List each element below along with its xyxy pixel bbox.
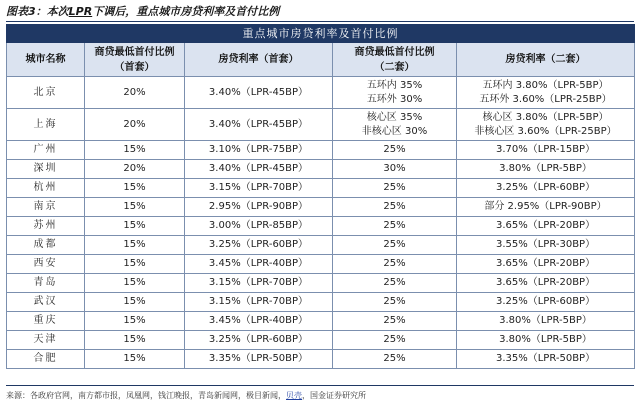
cell-rate-second xyxy=(457,236,635,255)
source-link[interactable]: 贝壳 xyxy=(286,391,302,400)
cell-downpayment-second-line: 五环内 35% xyxy=(366,79,423,91)
cell-rate-second xyxy=(457,141,635,160)
source-note xyxy=(6,390,366,401)
cell-city: 深圳 xyxy=(7,160,85,179)
cell-rate-first: 3.10%（LPR-75BP） xyxy=(185,141,333,160)
cell-rate-first: 2.95%（LPR-90BP） xyxy=(185,198,333,217)
bottom-rule xyxy=(6,385,634,386)
cell-rate-second xyxy=(457,274,635,293)
header-row xyxy=(7,43,635,77)
cell-rate-first: 3.40%（LPR-45BP） xyxy=(185,160,333,179)
table-title: 重点城市房贷利率及首付比例 xyxy=(7,25,635,43)
cell-rate-first: 3.15%（LPR-70BP） xyxy=(185,293,333,312)
col-header-rate-second: 房贷利率（二套） xyxy=(457,43,635,77)
cell-downpayment-second-line: 25% xyxy=(383,277,406,288)
cell-downpayment-second xyxy=(333,179,457,198)
cell-rate-second xyxy=(457,293,635,312)
cell-downpayment-first: 15% xyxy=(85,274,185,293)
table-row xyxy=(7,255,635,274)
table-row xyxy=(7,109,635,141)
cell-downpayment-second-line: 25% xyxy=(383,334,406,345)
cell-rate-first: 3.45%（LPR-40BP） xyxy=(185,255,333,274)
table-row xyxy=(7,198,635,217)
table-row xyxy=(7,236,635,255)
cell-rate-second-line: 3.65%（LPR-20BP） xyxy=(495,220,596,231)
cell-downpayment-first: 20% xyxy=(85,109,185,141)
cell-rate-second-line: 3.25%（LPR-60BP） xyxy=(495,296,596,307)
caption-prefix: 图表3：本次 xyxy=(6,5,69,18)
cell-city: 北京 xyxy=(7,77,85,109)
cell-downpayment-second-line: 25% xyxy=(383,182,406,193)
cell-downpayment-second xyxy=(333,350,457,369)
cell-downpayment-first: 15% xyxy=(85,293,185,312)
cell-rate-first: 3.40%（LPR-45BP） xyxy=(185,77,333,109)
cell-rate-second-line: 非核心区 3.60%（LPR-25BP） xyxy=(474,125,617,137)
cell-downpayment-second xyxy=(333,109,457,141)
cell-rate-second xyxy=(457,255,635,274)
cell-rate-first: 3.40%（LPR-45BP） xyxy=(185,109,333,141)
cell-city: 上海 xyxy=(7,109,85,141)
table-row xyxy=(7,350,635,369)
table-row xyxy=(7,331,635,350)
col-header-rate-first: 房贷利率（首套） xyxy=(185,43,333,77)
top-rule xyxy=(6,21,634,22)
cell-downpayment-first: 15% xyxy=(85,141,185,160)
cell-downpayment-second-line: 25% xyxy=(383,315,406,326)
cell-rate-second xyxy=(457,312,635,331)
cell-rate-first: 3.15%（LPR-70BP） xyxy=(185,179,333,198)
cell-city: 广州 xyxy=(7,141,85,160)
cell-downpayment-first: 20% xyxy=(85,160,185,179)
cell-rate-second-line: 核心区 3.80%（LPR-5BP） xyxy=(482,111,609,123)
cell-rate-second xyxy=(457,179,635,198)
cell-rate-second xyxy=(457,109,635,141)
cell-rate-second-line: 3.65%（LPR-20BP） xyxy=(495,277,596,288)
cell-rate-second xyxy=(457,217,635,236)
cell-rate-second xyxy=(457,350,635,369)
table-row xyxy=(7,77,635,109)
cell-city: 武汉 xyxy=(7,293,85,312)
cell-rate-second xyxy=(457,331,635,350)
col-header-city: 城市名称 xyxy=(7,43,85,77)
cell-downpayment-second-line: 30% xyxy=(383,163,406,174)
cell-rate-first: 3.35%（LPR-50BP） xyxy=(185,350,333,369)
cell-downpayment-first: 15% xyxy=(85,350,185,369)
cell-downpayment-first: 15% xyxy=(85,198,185,217)
cell-downpayment-second-line: 非核心区 30% xyxy=(361,125,428,137)
col-header-downpayment-first: 商贷最低首付比例 （首套） xyxy=(85,43,185,77)
table-body xyxy=(7,77,635,369)
cell-rate-first: 3.25%（LPR-60BP） xyxy=(185,331,333,350)
cell-rate-second-line: 3.70%（LPR-15BP） xyxy=(495,144,596,155)
cell-rate-first: 3.45%（LPR-40BP） xyxy=(185,312,333,331)
figure-caption xyxy=(6,3,279,19)
table-row xyxy=(7,160,635,179)
cell-rate-second xyxy=(457,160,635,179)
cell-city: 杭州 xyxy=(7,179,85,198)
cell-downpayment-second-line: 核心区 35% xyxy=(366,111,423,123)
cell-downpayment-second xyxy=(333,331,457,350)
cell-downpayment-first: 15% xyxy=(85,331,185,350)
cell-downpayment-second xyxy=(333,236,457,255)
cell-downpayment-first: 20% xyxy=(85,77,185,109)
cell-downpayment-second xyxy=(333,141,457,160)
col-header-downpayment-second: 商贷最低首付比例 （二套） xyxy=(333,43,457,77)
cell-downpayment-second xyxy=(333,160,457,179)
cell-downpayment-second-line: 五环外 30% xyxy=(366,93,423,105)
cell-city: 天津 xyxy=(7,331,85,350)
table-row xyxy=(7,141,635,160)
cell-downpayment-second xyxy=(333,198,457,217)
cell-downpayment-first: 15% xyxy=(85,179,185,198)
cell-rate-second-line: 部分 2.95%（LPR-90BP） xyxy=(484,201,607,212)
cell-downpayment-first: 15% xyxy=(85,236,185,255)
cell-city: 成都 xyxy=(7,236,85,255)
cell-rate-second-line: 五环外 3.60%（LPR-25BP） xyxy=(479,93,612,105)
cell-city: 南京 xyxy=(7,198,85,217)
cell-downpayment-first: 15% xyxy=(85,217,185,236)
cell-downpayment-second xyxy=(333,312,457,331)
cell-rate-first: 3.00%（LPR-85BP） xyxy=(185,217,333,236)
cell-rate-first: 3.15%（LPR-70BP） xyxy=(185,274,333,293)
cell-city: 合肥 xyxy=(7,350,85,369)
cell-rate-first: 3.25%（LPR-60BP） xyxy=(185,236,333,255)
cell-downpayment-second-line: 25% xyxy=(383,239,406,250)
cell-rate-second-line: 3.55%（LPR-30BP） xyxy=(495,239,596,250)
cell-downpayment-second-line: 25% xyxy=(383,258,406,269)
cell-rate-second-line: 3.80%（LPR-5BP） xyxy=(499,334,592,345)
source-end: ，国金证券研究所 xyxy=(302,391,366,400)
cell-downpayment-second xyxy=(333,274,457,293)
cell-rate-second-line: 3.65%（LPR-20BP） xyxy=(495,258,596,269)
cell-downpayment-second-line: 25% xyxy=(383,353,406,364)
cell-city: 苏州 xyxy=(7,217,85,236)
table-row xyxy=(7,312,635,331)
cell-city: 重庆 xyxy=(7,312,85,331)
cell-downpayment-second xyxy=(333,217,457,236)
source-text: 来源：各政府官网，南方都市报，凤凰网，钱江晚报，青岛新闻网，极目新闻， xyxy=(6,391,286,400)
cell-downpayment-second-line: 25% xyxy=(383,296,406,307)
table-row xyxy=(7,179,635,198)
cell-city: 青岛 xyxy=(7,274,85,293)
caption-suffix: 下调后，重点城市房贷利率及首付比例 xyxy=(92,5,280,18)
table-row xyxy=(7,274,635,293)
cell-downpayment-second xyxy=(333,293,457,312)
cell-rate-second-line: 3.80%（LPR-5BP） xyxy=(499,163,592,174)
cell-rate-second xyxy=(457,77,635,109)
cell-downpayment-first: 15% xyxy=(85,312,185,331)
cell-rate-second-line: 3.35%（LPR-50BP） xyxy=(495,353,596,364)
cell-downpayment-second-line: 25% xyxy=(383,220,406,231)
caption-lpr: LPR xyxy=(68,5,93,18)
cell-rate-second-line: 五环内 3.80%（LPR-5BP） xyxy=(482,79,609,91)
rates-table xyxy=(6,24,635,369)
cell-city: 西安 xyxy=(7,255,85,274)
cell-rate-second-line: 3.25%（LPR-60BP） xyxy=(495,182,596,193)
table-row xyxy=(7,293,635,312)
cell-rate-second-line: 3.80%（LPR-5BP） xyxy=(499,315,592,326)
cell-downpayment-second-line: 25% xyxy=(383,144,406,155)
cell-rate-second xyxy=(457,198,635,217)
cell-downpayment-second xyxy=(333,255,457,274)
cell-downpayment-second-line: 25% xyxy=(383,201,406,212)
cell-downpayment-second xyxy=(333,77,457,109)
cell-downpayment-first: 15% xyxy=(85,255,185,274)
table-row xyxy=(7,217,635,236)
